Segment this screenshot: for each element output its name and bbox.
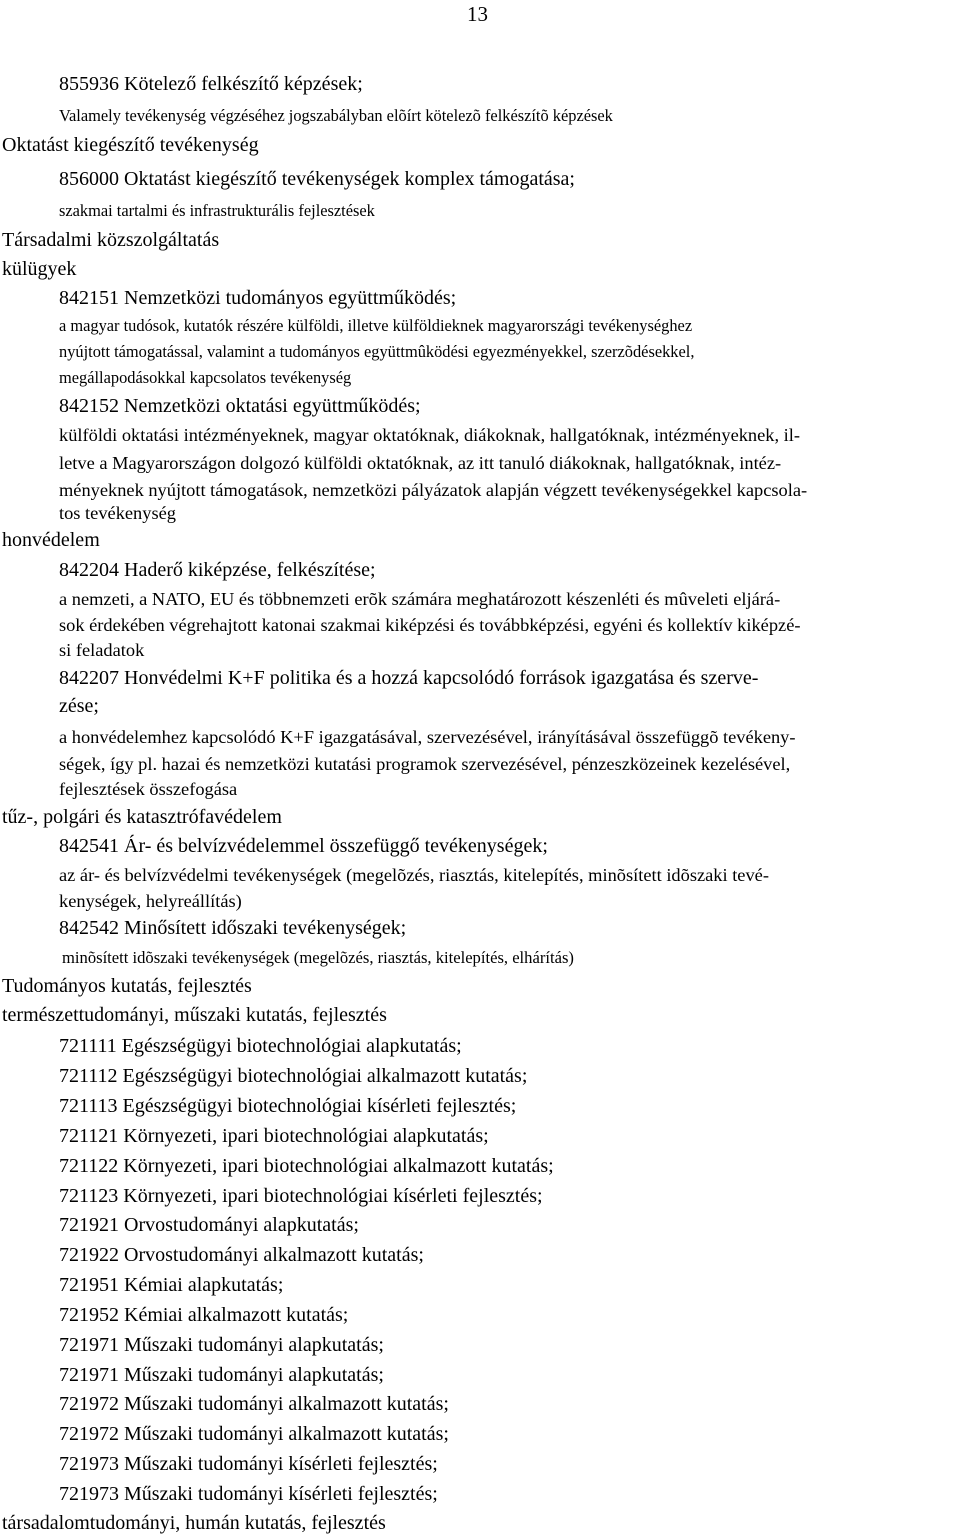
research-item: 721921 Orvostudományi alapkutatás; (59, 1214, 359, 1236)
item-description: külföldi oktatási intézményeknek, magyar oktatóknak, diákoknak, hallgatóknak, intézményeknek, il- (59, 425, 801, 445)
item-description: ményeknek nyújtott támogatások, nemzetközi pályázatok alapján végzett tevékenységekkel kapcsola- (59, 480, 808, 500)
item-description: megállapodásokkal kapcsolatos tevékenység (59, 368, 352, 387)
item-heading: zése; (59, 695, 99, 717)
item-description: minõsített idõszaki tevékenységek (megelõzés, riasztás, kitelepítés, elhárítás) (62, 948, 574, 967)
research-item: 721112 Egészségügyi biotechnológiai alkalmazott kutatás; (59, 1065, 528, 1087)
item-heading: 842152 Nemzetközi oktatási együttműködés; (59, 395, 421, 417)
item-heading: 842151 Nemzetközi tudományos együttműködés; (59, 287, 457, 309)
research-item: 721971 Műszaki tudományi alapkutatás; (59, 1364, 384, 1386)
research-item: 721952 Kémiai alkalmazott kutatás; (59, 1304, 349, 1326)
item-heading: 856000 Oktatást kiegészítő tevékenységek komplex támogatása; (59, 168, 575, 190)
item-description: sok érdekében végrehajtott katonai szakmai kiképzési és továbbképzési, egyéni és kollektív kiképzé- (59, 615, 801, 635)
category-heading: Oktatást kiegészítő tevékenység (2, 134, 259, 156)
item-description: szakmai tartalmi és infrastrukturális fejlesztések (59, 201, 375, 220)
item-description: a magyar tudósok, kutatók részére külföldi, illetve külföldieknek magyarországi tevékenységhez (59, 316, 693, 335)
item-heading: 842541 Ár- és belvízvédelemmel összefüggő tevékenységek; (59, 835, 548, 857)
research-item: 721121 Környezeti, ipari biotechnológiai alapkutatás; (59, 1125, 489, 1147)
item-description: letve a Magyarországon dolgozó külföldi oktatóknak, az itt tanuló diákoknak, hallgatóknak, intéz- (59, 453, 782, 473)
subcategory-heading: tűz-, polgári és katasztrófavédelem (2, 806, 282, 828)
subcategory-heading: társadalomtudományi, humán kutatás, fejlesztés (2, 1512, 386, 1534)
category-heading: Társadalmi közszolgáltatás (2, 229, 220, 251)
item-heading: 855936 Kötelező felkészítő képzések; (59, 73, 363, 95)
research-item: 721973 Műszaki tudományi kísérleti fejlesztés; (59, 1453, 438, 1475)
category-heading: Tudományos kutatás, fejlesztés (2, 975, 252, 997)
item-description: a nemzeti, a NATO, EU és többnemzeti erõk számára meghatározott készenléti és mûveleti eljárá- (59, 589, 781, 609)
subcategory-heading: honvédelem (2, 529, 100, 551)
item-description: si feladatok (59, 640, 145, 660)
research-item: 721122 Környezeti, ipari biotechnológiai alkalmazott kutatás; (59, 1155, 554, 1177)
research-item: 721922 Orvostudományi alkalmazott kutatás; (59, 1244, 424, 1266)
item-description: nyújtott támogatással, valamint a tudományos együttmûködési egyezményekkel, szerzõdésekkel, (59, 342, 695, 361)
item-description: tos tevékenység (59, 503, 176, 523)
item-description: ségek, így pl. hazai és nemzetközi kutatási programok szervezésével, pénzeszközeinek kezelésével, (59, 754, 791, 774)
research-item: 721113 Egészségügyi biotechnológiai kísérleti fejlesztés; (59, 1095, 517, 1117)
item-heading: 842204 Haderő kiképzése, felkészítése; (59, 559, 376, 581)
item-heading: 842542 Minősített időszaki tevékenységek; (59, 917, 407, 939)
research-item: 721951 Kémiai alapkutatás; (59, 1274, 284, 1296)
item-heading: 842207 Honvédelmi K+F politika és a hozzá kapcsolódó források igazgatása és szerve- (59, 667, 759, 689)
subcategory-heading: természettudományi, műszaki kutatás, fejlesztés (2, 1004, 387, 1026)
research-item: 721972 Műszaki tudományi alkalmazott kutatás; (59, 1393, 449, 1415)
page-number: 13 (467, 2, 488, 26)
item-description: fejlesztések összefogása (59, 779, 238, 799)
item-description: a honvédelemhez kapcsolódó K+F igazgatásával, szervezésével, irányításával összefüggõ tevékeny- (59, 727, 796, 747)
research-item: 721971 Műszaki tudományi alapkutatás; (59, 1334, 384, 1356)
research-item: 721123 Környezeti, ipari biotechnológiai kísérleti fejlesztés; (59, 1185, 543, 1207)
item-description: az ár- és belvízvédelmi tevékenységek (megelõzés, riasztás, kitelepítés, minõsített idõszaki tevé- (59, 865, 769, 885)
item-description: Valamely tevékenység végzéséhez jogszabályban elõírt kötelezõ felkészítõ képzések (59, 106, 613, 125)
item-description: kenységek, helyreállítás) (59, 891, 242, 911)
research-item: 721973 Műszaki tudományi kísérleti fejlesztés; (59, 1483, 438, 1505)
research-item: 721111 Egészségügyi biotechnológiai alapkutatás; (59, 1035, 462, 1057)
research-item: 721972 Műszaki tudományi alkalmazott kutatás; (59, 1423, 449, 1445)
subcategory-heading: külügyek (2, 258, 77, 280)
